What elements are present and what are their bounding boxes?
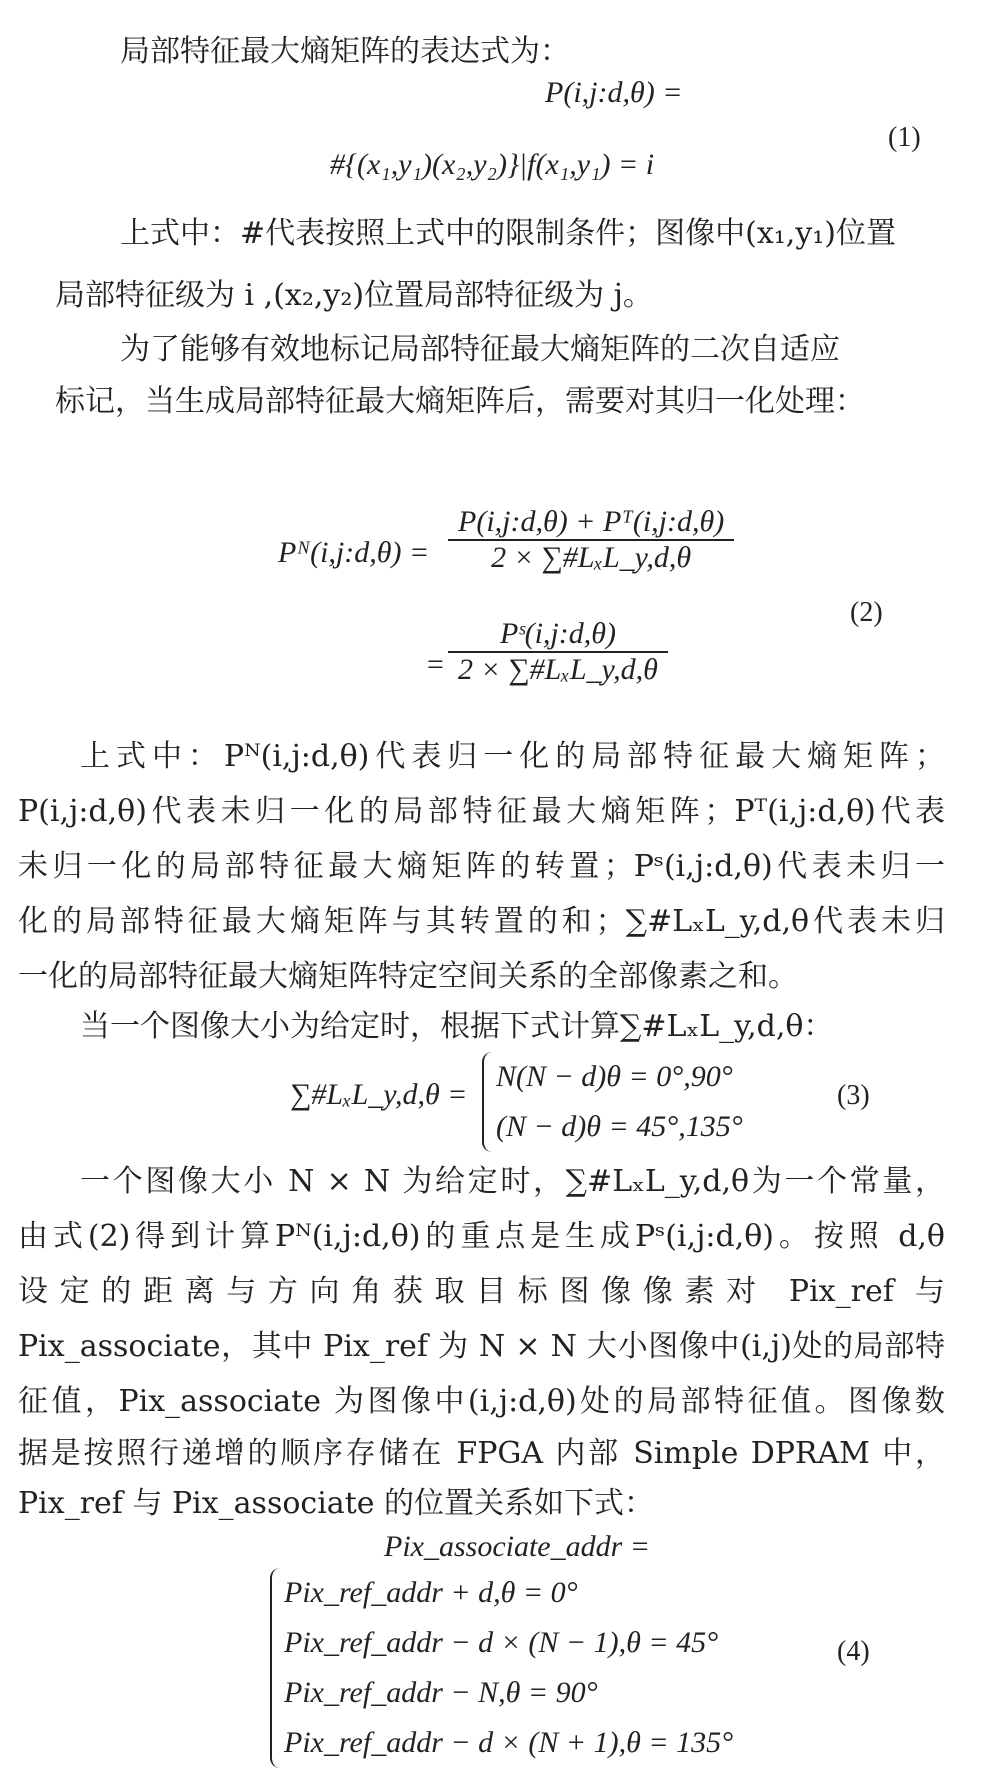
equation-4-case-4: Pix_ref_addr − d × (N + 1),θ = 135° bbox=[284, 1726, 734, 1759]
paragraph-1: 局部特征最大熵矩阵的表达式为： bbox=[120, 34, 570, 69]
fraction-2 bbox=[448, 617, 668, 687]
equation-2-lhs: Pᴺ(i,j:d,θ) = bbox=[278, 536, 430, 569]
paragraph-6-line-5: 征值，Pix_associate 为图像中(i,j:d,θ)处的局部特征值。图像数 bbox=[18, 1384, 945, 1419]
paragraph-4-line-1: 上式中：Pᴺ(i,j:d,θ)代表归一化的局部特征最大熵矩阵； bbox=[80, 739, 945, 774]
equation-4-cases bbox=[270, 1568, 733, 1768]
fraction-2-numerator: Pˢ(i,j:d,θ) bbox=[448, 617, 668, 653]
paragraph-6-line-7: Pix_ref 与 Pix_associate 的位置关系如下式： bbox=[18, 1486, 655, 1521]
paragraph-6-line-6: 据是按照行递增的顺序存储在 FPGA 内部 Simple DPRAM 中， bbox=[18, 1436, 945, 1471]
paragraph-3-line-1: 为了能够有效地标记局部特征最大熵矩阵的二次自适应 bbox=[120, 332, 840, 367]
equation-4-case-3: Pix_ref_addr − N,θ = 90° bbox=[284, 1676, 598, 1709]
paragraph-6-line-1: 一个图像大小 N × N 为给定时，∑#LₓL_y,d,θ为一个常量， bbox=[80, 1164, 945, 1199]
equation-3-number: (3) bbox=[837, 1080, 870, 1111]
paragraph-4-line-3: 未归一化的局部特征最大熵矩阵的转置；Pˢ(i,j:d,θ)代表未归一 bbox=[18, 849, 945, 884]
paragraph-3-line-2: 标记，当生成局部特征最大熵矩阵后，需要对其归一化处理： bbox=[55, 384, 865, 419]
paragraph-2-line-2: 局部特征级为 i ,(x₂,y₂)位置局部特征级为 j。 bbox=[55, 278, 653, 313]
equation-3-cases bbox=[482, 1052, 743, 1152]
paragraph-6-line-4: Pix_associate，其中 Pix_ref 为 N × N 大小图像中(i,j)处的局部特 bbox=[18, 1329, 945, 1364]
paragraph-6-line-3: 设定的距离与方向角获取目标图像像素对 Pix_ref 与 bbox=[18, 1274, 945, 1309]
equation-2-fraction-2 bbox=[448, 617, 668, 687]
equation-3-case-1: N(N − d)θ = 0°,90° bbox=[496, 1060, 733, 1093]
equation-2-number: (2) bbox=[850, 597, 883, 628]
paragraph-5: 当一个图像大小为给定时，根据下式计算∑#LₓL_y,d,θ： bbox=[80, 1009, 834, 1044]
paragraph-4-line-2: P(i,j:d,θ)代表未归一化的局部特征最大熵矩阵；Pᵀ(i,j:d,θ)代表 bbox=[18, 794, 945, 829]
equation-3-case-2: (N − d)θ = 45°,135° bbox=[496, 1110, 743, 1143]
paragraph-6-line-2: 由式(2)得到计算Pᴺ(i,j:d,θ)的重点是生成Pˢ(i,j:d,θ)。按照 d,θ bbox=[18, 1219, 945, 1254]
fraction-2-denominator: 2 × ∑#LₓL_y,d,θ bbox=[458, 653, 658, 686]
equation-1-line-2: #{(x₁,y₁)(x₂,y₂)}|f(x₁,y₁) = i bbox=[330, 148, 655, 181]
equation-4-number: (4) bbox=[837, 1636, 870, 1667]
paragraph-4-line-5: 一化的局部特征最大熵矩阵特定空间关系的全部像素之和。 bbox=[18, 959, 798, 994]
equation-4-brace bbox=[270, 1568, 733, 1768]
fraction-1-denominator: 2 × ∑#LₓL_y,d,θ bbox=[491, 541, 692, 574]
equation-1-line-1: P(i,j:d,θ) = bbox=[545, 76, 683, 109]
equation-2-fraction-1 bbox=[448, 505, 734, 575]
equation-4-case-1: Pix_ref_addr + d,θ = 0° bbox=[284, 1576, 578, 1609]
fraction-1-numerator: P(i,j:d,θ) + Pᵀ(i,j:d,θ) bbox=[448, 505, 734, 541]
equation-3-lhs: ∑#LₓL_y,d,θ = bbox=[290, 1078, 468, 1111]
paragraph-2-line-1: 上式中：#代表按照上式中的限制条件；图像中(x₁,y₁)位置 bbox=[120, 216, 897, 251]
equation-2-equals: = bbox=[425, 648, 446, 681]
equation-3-brace bbox=[482, 1052, 743, 1152]
fraction-1 bbox=[448, 505, 734, 575]
equation-4-case-2: Pix_ref_addr − d × (N − 1),θ = 45° bbox=[284, 1626, 719, 1659]
equation-1-number: (1) bbox=[888, 122, 921, 153]
paragraph-4-line-4: 化的局部特征最大熵矩阵与其转置的和；∑#LₓL_y,d,θ代表未归 bbox=[18, 904, 945, 939]
equation-4-lhs: Pix_associate_addr = bbox=[384, 1530, 651, 1563]
